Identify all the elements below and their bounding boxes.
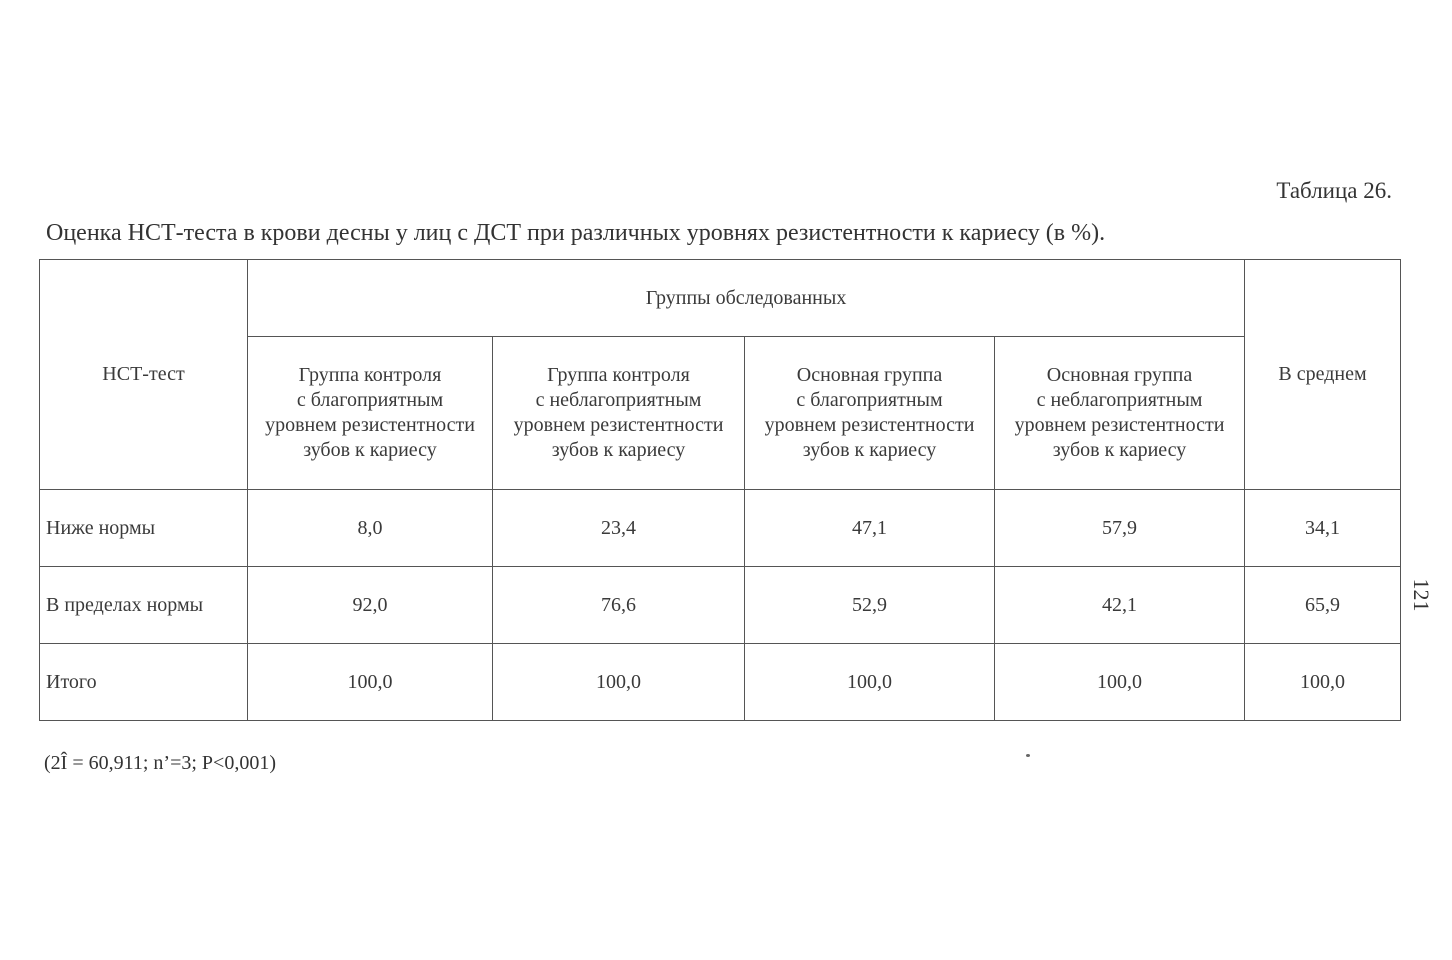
- statistics-note: (2Î = 60,911; n’=3; P<0,001): [44, 752, 276, 774]
- table-cell: 65,9: [1245, 567, 1401, 644]
- table-cell: 57,9: [995, 490, 1245, 567]
- scan-speck: [1026, 754, 1030, 757]
- header-average: В среднем: [1245, 260, 1401, 490]
- header-line: с неблагоприятным: [535, 389, 702, 411]
- table-cell: 100,0: [995, 644, 1245, 721]
- table-cell: 76,6: [493, 567, 745, 644]
- header-line: Группа контроля: [547, 364, 690, 386]
- table-row: [40, 644, 1401, 721]
- table-cell: 92,0: [248, 567, 493, 644]
- table-cell: 42,1: [995, 567, 1245, 644]
- header-line: зубов к кариесу: [1052, 439, 1187, 461]
- header-line: уровнем резистентности: [1014, 414, 1225, 436]
- table-cell: 52,9: [745, 567, 995, 644]
- table-row: [40, 490, 1401, 567]
- table-cell: 100,0: [1245, 644, 1401, 721]
- header-line: зубов к кариесу: [551, 439, 686, 461]
- header-line: зубов к кариесу: [303, 439, 437, 461]
- header-line: Группа контроля: [298, 364, 442, 386]
- table-cell: 23,4: [493, 490, 745, 567]
- table-caption: Оценка НСТ-теста в крови десны у лиц с ДСТ при различных уровнях резистентности к кариесу (в %).: [46, 220, 1106, 246]
- header-line: уровнем резистентности: [265, 414, 475, 436]
- header-line: Основная группа: [1046, 364, 1193, 386]
- header-line: зубов к кариесу: [802, 439, 937, 461]
- header-main-favorable: [745, 337, 995, 490]
- row-label: Ниже нормы: [40, 490, 248, 567]
- table-cell: 47,1: [745, 490, 995, 567]
- header-groups: Группы обследованных: [248, 260, 1245, 337]
- header-line: с неблагоприятным: [1036, 389, 1203, 411]
- header-line: Основная группа: [796, 364, 943, 386]
- row-label: В пределах нормы: [40, 567, 248, 644]
- table-cell: 100,0: [493, 644, 745, 721]
- table-number: Таблица 26.: [1276, 178, 1392, 203]
- row-label: Итого: [40, 644, 248, 721]
- table-row: [40, 567, 1401, 644]
- header-line: с благоприятным: [796, 389, 943, 411]
- header-line: уровнем резистентности: [513, 414, 724, 436]
- results-table: [39, 259, 1401, 721]
- header-main-unfavorable: [995, 337, 1245, 490]
- header-line: с благоприятным: [296, 389, 444, 411]
- header-control-favorable: [248, 337, 493, 490]
- table-cell: 34,1: [1245, 490, 1401, 567]
- table-cell: 100,0: [745, 644, 995, 721]
- table-cell: 100,0: [248, 644, 493, 721]
- page-number: 121: [1409, 578, 1434, 612]
- header-control-unfavorable: [493, 337, 745, 490]
- header-nst-test: НСТ-тест: [40, 260, 248, 490]
- table-cell: 8,0: [248, 490, 493, 567]
- header-line: уровнем резистентности: [764, 414, 975, 436]
